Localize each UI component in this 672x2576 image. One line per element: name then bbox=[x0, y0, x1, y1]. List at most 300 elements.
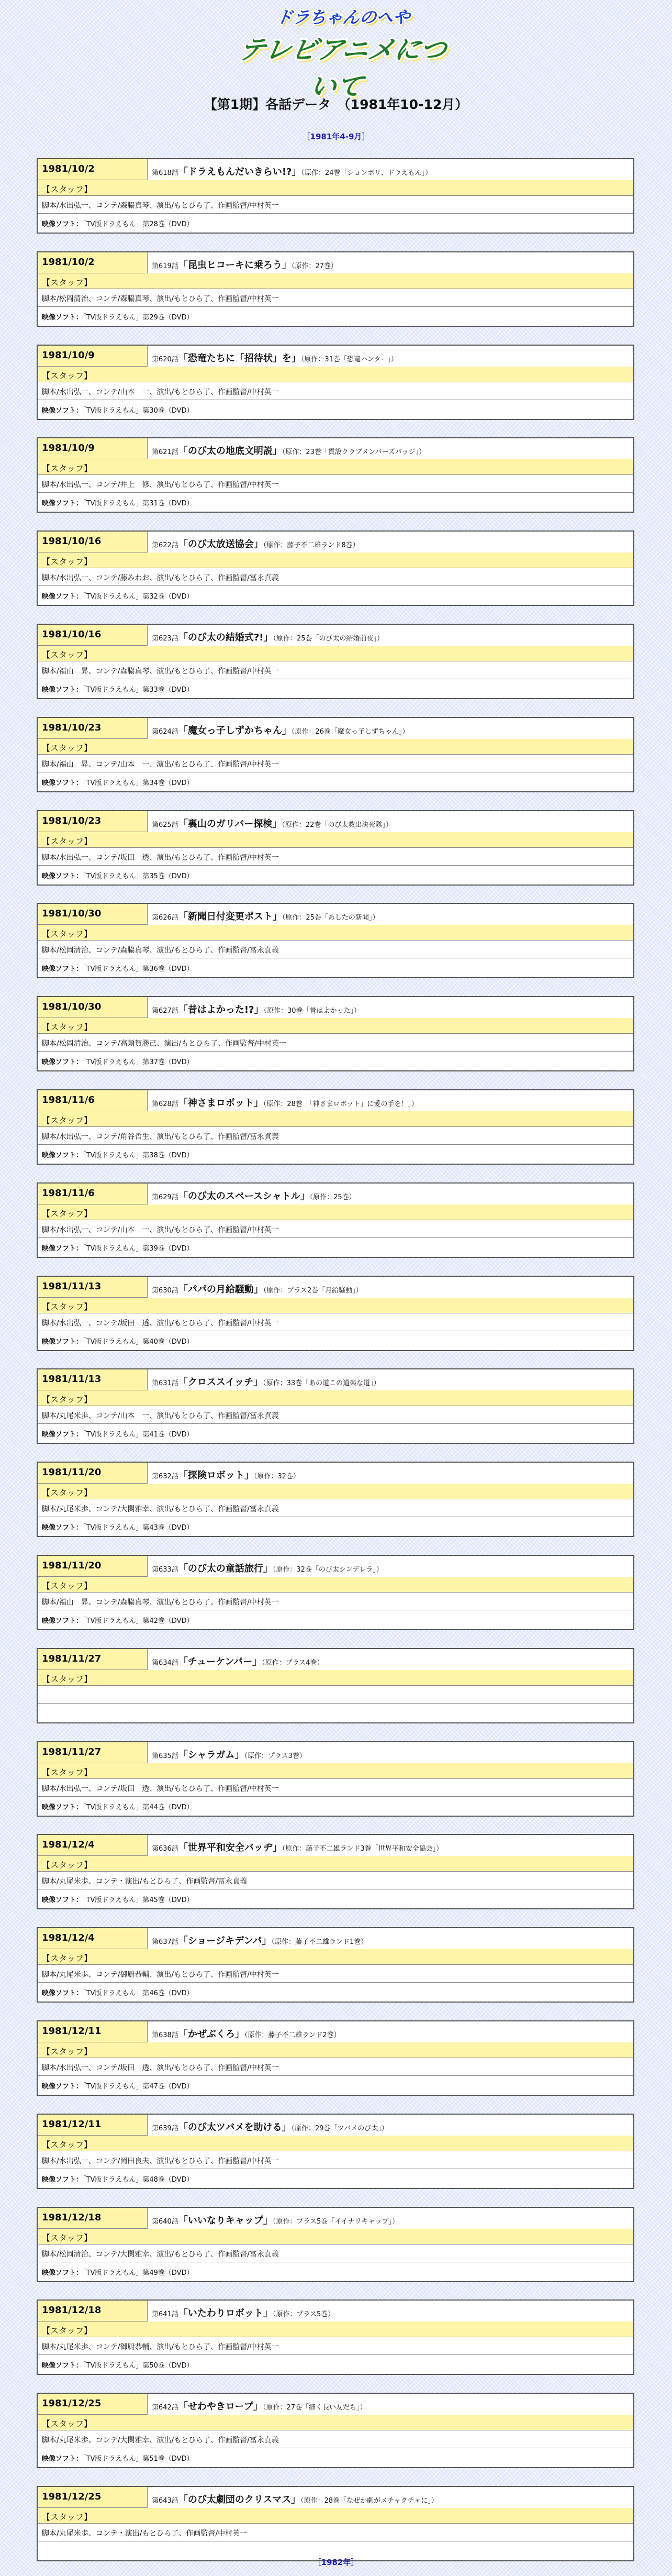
episode-header-row bbox=[38, 2021, 633, 2042]
video-software-row bbox=[38, 866, 633, 885]
staff-heading: 【スタッフ】 bbox=[38, 1856, 633, 1872]
episode-original-source: （原作：30巻「昔はよかった」） bbox=[263, 1007, 361, 1015]
episode-number: 第631話 bbox=[152, 1379, 178, 1387]
episode-date: 1981/10/9 bbox=[38, 438, 148, 459]
video-release: 「TV版ドラえもん」第37巻（DVD） bbox=[83, 1058, 194, 1066]
episode-title-line bbox=[152, 1189, 628, 1203]
episode-date: 1981/12/4 bbox=[38, 1928, 148, 1949]
staff-heading: 【スタッフ】 bbox=[38, 2229, 633, 2245]
video-label: 映像ソフト： bbox=[42, 1338, 83, 1346]
site-header bbox=[0, 0, 672, 102]
prev-period-link[interactable]: ［1981年4-9月］ bbox=[302, 132, 370, 141]
video-label: 映像ソフト： bbox=[42, 1804, 83, 1811]
video-software-row bbox=[38, 1238, 633, 1257]
staff-heading: 【スタッフ】 bbox=[38, 1577, 633, 1593]
episode-header-row bbox=[38, 2208, 633, 2229]
episode-title-line bbox=[152, 723, 628, 738]
episode-title: 「のび太放送協会」 bbox=[178, 539, 263, 550]
staff-heading: 【スタッフ】 bbox=[38, 2508, 633, 2524]
episode-original-source: （原作：藤子不二雄ランド2巻） bbox=[244, 2031, 341, 2039]
video-release: 「TV版ドラえもん」第41巻（DVD） bbox=[83, 1431, 194, 1439]
episode-title-line bbox=[152, 1468, 628, 1483]
episode-date: 1981/12/11 bbox=[38, 2021, 148, 2042]
episode-title: 「クロススイッチ」 bbox=[178, 1377, 263, 1388]
episode-title-line bbox=[152, 2399, 628, 2414]
episode-title: 「ショージキデンパ」 bbox=[178, 1936, 272, 1947]
episode-number: 第633話 bbox=[152, 1566, 178, 1574]
staff-heading: 【スタッフ】 bbox=[38, 2042, 633, 2058]
video-release: 「TV版ドラえもん」第31巻（DVD） bbox=[83, 500, 194, 507]
video-label: 映像ソフト： bbox=[42, 500, 83, 507]
episode-date: 1981/10/23 bbox=[38, 718, 148, 739]
episode-date: 1981/11/6 bbox=[38, 1090, 148, 1111]
episode-title: 「探険ロボット」 bbox=[178, 1470, 254, 1481]
episode-number: 第618話 bbox=[152, 169, 178, 177]
video-release: 「TV版ドラえもん」第49巻（DVD） bbox=[83, 2269, 194, 2277]
video-software-row bbox=[38, 307, 633, 326]
staff-credits: 脚本/水出弘一、コンテ/坂田 透、演出/もとひら了、作画監督/中村英一 bbox=[38, 1779, 633, 1797]
video-software-row bbox=[38, 1610, 633, 1629]
video-release: 「TV版ドラえもん」第45巻（DVD） bbox=[83, 1896, 194, 1904]
episode-card bbox=[37, 2393, 634, 2468]
episode-title-line bbox=[152, 164, 628, 179]
episode-header-row bbox=[38, 1649, 633, 1670]
staff-credits: 脚本/松岡清治、コンテ/森脇真琴、演出/もとひら了、作画監督/冨永貞義 bbox=[38, 941, 633, 958]
episode-card bbox=[37, 158, 634, 234]
episode-number: 第620話 bbox=[152, 356, 178, 363]
episode-card bbox=[37, 1927, 634, 2003]
episode-card bbox=[37, 624, 634, 699]
episode-title-line bbox=[152, 1840, 628, 1855]
site-logo-line2[interactable]: テレビアニメについて bbox=[237, 35, 449, 102]
episode-date: 1981/12/25 bbox=[38, 2487, 148, 2508]
episode-card bbox=[37, 810, 634, 886]
episode-title: 「いいなりキャップ」 bbox=[178, 2215, 273, 2226]
video-software-row bbox=[38, 2169, 633, 2188]
episode-header-row bbox=[38, 904, 633, 925]
staff-heading: 【スタッフ】 bbox=[38, 1204, 633, 1220]
episode-card bbox=[37, 1182, 634, 1258]
episode-number: 第627話 bbox=[152, 1007, 178, 1015]
episode-title-line bbox=[152, 1375, 628, 1389]
episode-title-line bbox=[152, 2027, 628, 2041]
episode-card bbox=[37, 345, 634, 420]
episode-header-row bbox=[38, 1835, 633, 1856]
episode-title: 「のび太の童話旅行」 bbox=[178, 1563, 273, 1574]
episode-header-row bbox=[38, 997, 633, 1018]
video-software-row bbox=[38, 2355, 633, 2374]
episode-title: 「恐竜たちに「招待状」を」 bbox=[178, 353, 301, 364]
staff-heading: 【スタッフ】 bbox=[38, 1949, 633, 1965]
episode-title: 「かぜぶくろ」 bbox=[178, 2029, 244, 2040]
staff-credits: 脚本/水出弘一、コンテ/山本 一、演出/もとひら了、作画監督/中村英一 bbox=[38, 1220, 633, 1238]
video-release: 「TV版ドラえもん」第47巻（DVD） bbox=[83, 2083, 194, 2091]
episode-header-row bbox=[38, 1928, 633, 1949]
video-release: 「TV版ドラえもん」第42巻（DVD） bbox=[83, 1617, 194, 1625]
video-release: 「TV版ドラえもん」第46巻（DVD） bbox=[83, 1989, 194, 1997]
staff-credits: 脚本/丸尾米歩、コンテ・演出/もとひら了、作画監督/中村英一 bbox=[38, 2524, 633, 2541]
episode-card bbox=[37, 1834, 634, 1909]
staff-heading: 【スタッフ】 bbox=[38, 832, 633, 848]
episode-title: 「のび太のスペースシャトル」 bbox=[178, 1191, 310, 1202]
episode-date: 1981/11/13 bbox=[38, 1369, 148, 1390]
episode-date: 1981/10/9 bbox=[38, 346, 148, 367]
video-label: 映像ソフト： bbox=[42, 1989, 83, 1997]
episode-card bbox=[37, 1089, 634, 1165]
episode-original-source: （原作：31巻「恐竜ハンター」） bbox=[300, 356, 398, 363]
episode-title-line bbox=[152, 1561, 628, 1576]
episode-original-source: （原作：28巻「なぜか劇がメチャクチャに」） bbox=[300, 2497, 438, 2505]
video-label: 映像ソフト： bbox=[42, 2176, 83, 2184]
episode-number: 第628話 bbox=[152, 1100, 178, 1108]
video-label: 映像ソフト： bbox=[42, 1058, 83, 1066]
episode-card bbox=[37, 251, 634, 327]
video-label: 映像ソフト： bbox=[42, 2362, 83, 2370]
episode-number: 第637話 bbox=[152, 1938, 178, 1946]
video-label: 映像ソフト： bbox=[42, 872, 83, 880]
episode-title-line bbox=[152, 258, 628, 272]
video-release: 「TV版ドラえもん」第35巻（DVD） bbox=[83, 872, 194, 880]
episode-card bbox=[37, 2299, 634, 2375]
staff-heading: 【スタッフ】 bbox=[38, 2321, 633, 2337]
video-release: 「TV版ドラえもん」第30巻（DVD） bbox=[83, 407, 194, 415]
episode-title-line bbox=[152, 630, 628, 645]
episode-number: 第619話 bbox=[152, 262, 178, 270]
video-release: 「TV版ドラえもん」第34巻（DVD） bbox=[83, 779, 194, 787]
episode-header-row bbox=[38, 1463, 633, 1484]
video-label: 映像ソフト： bbox=[42, 1152, 83, 1159]
episode-number: 第640話 bbox=[152, 2218, 178, 2226]
episode-number: 第635話 bbox=[152, 1752, 178, 1760]
episode-title-line bbox=[152, 537, 628, 551]
episode-card bbox=[37, 2486, 634, 2561]
staff-credits: 脚本/丸尾米歩、コンテ・演出/もとひら了、作画監督/冨永貞義 bbox=[38, 1872, 633, 1889]
episode-number: 第629話 bbox=[152, 1193, 178, 1201]
staff-credits: 脚本/松岡清治、コンテ/大関雅幸、演出/もとひら了、作画監督/冨永貞義 bbox=[38, 2245, 633, 2262]
episode-header-row bbox=[38, 1742, 633, 1763]
episode-title: 「昔はよかった!?」 bbox=[178, 1004, 264, 1015]
episode-date: 1981/11/20 bbox=[38, 1463, 148, 1484]
video-software-row bbox=[38, 1704, 633, 1722]
staff-heading: 【スタッフ】 bbox=[38, 646, 633, 661]
episode-header-row bbox=[38, 159, 633, 180]
staff-heading: 【スタッフ】 bbox=[38, 1111, 633, 1127]
video-label: 映像ソフト： bbox=[42, 1524, 83, 1532]
episode-title: 「魔女っ子しずかちゃん」 bbox=[178, 725, 292, 736]
staff-credits: 脚本/松岡清治、コンテ/高須賀勝己、演出/もとひら了、作画監督/中村英一 bbox=[38, 1034, 633, 1052]
staff-heading: 【スタッフ】 bbox=[38, 367, 633, 382]
episode-header-row bbox=[38, 2487, 633, 2508]
staff-credits: 脚本/丸尾米歩、コンテ/大関雅幸、演出/もとひら了、作画監督/冨永貞義 bbox=[38, 2430, 633, 2448]
episode-number: 第624話 bbox=[152, 728, 178, 736]
episode-title-line bbox=[152, 351, 628, 366]
episode-original-source: （原作：25巻「あしたの新聞」） bbox=[282, 914, 379, 922]
staff-heading: 【スタッフ】 bbox=[38, 552, 633, 568]
video-software-row bbox=[38, 1983, 633, 2002]
episode-title: 「のび太の地底文明説」 bbox=[178, 446, 282, 457]
episode-number: 第626話 bbox=[152, 914, 178, 922]
video-label: 映像ソフト： bbox=[42, 593, 83, 601]
episode-header-row bbox=[38, 1556, 633, 1577]
video-release: 「TV版ドラえもん」第50巻（DVD） bbox=[83, 2362, 194, 2370]
episode-title-line bbox=[152, 1654, 628, 1669]
episode-date: 1981/11/6 bbox=[38, 1184, 148, 1204]
episode-title-line bbox=[152, 1096, 628, 1110]
episode-header-row bbox=[38, 625, 633, 646]
episode-header-row bbox=[38, 532, 633, 552]
video-label: 映像ソフト： bbox=[42, 1896, 83, 1904]
staff-credits: 脚本/水出弘一、コンテ/角谷哲生、演出/もとひら了、作画監督/冨永貞義 bbox=[38, 1127, 633, 1145]
video-release: 「TV版ドラえもん」第33巻（DVD） bbox=[83, 686, 194, 694]
episode-date: 1981/10/23 bbox=[38, 811, 148, 832]
staff-credits: 脚本/丸尾米歩、コンテ/大関雅幸、演出/もとひら了、作画監督/冨永貞義 bbox=[38, 1499, 633, 1517]
page-title: 【第1期】各話データ （1981年10-12月） bbox=[204, 97, 468, 112]
episode-card bbox=[37, 530, 634, 606]
staff-credits: 脚本/福山 昇、コンテ/森脇真琴、演出/もとひら了、作画監督/中村英一 bbox=[38, 1593, 633, 1610]
staff-heading: 【スタッフ】 bbox=[38, 2136, 633, 2151]
staff-heading: 【スタッフ】 bbox=[38, 1298, 633, 1313]
episode-original-source: （原作：32巻） bbox=[253, 1473, 300, 1480]
video-release: 「TV版ドラえもん」第40巻（DVD） bbox=[83, 1338, 194, 1346]
episode-original-source: （原作：32巻「のび太シンデレラ」） bbox=[272, 1566, 383, 1574]
episode-date: 1981/10/16 bbox=[38, 625, 148, 646]
staff-credits: 脚本/水出弘一、コンテ/坂田 透、演出/もとひら了、作画監督/中村英一 bbox=[38, 1313, 633, 1331]
episode-date: 1981/11/27 bbox=[38, 1649, 148, 1670]
staff-credits: 脚本/松岡清治、コンテ/森脇真琴、演出/もとひら了、作画監督/中村英一 bbox=[38, 289, 633, 307]
episode-card bbox=[37, 2207, 634, 2282]
episode-title-line bbox=[152, 1748, 628, 1762]
episode-number: 第641話 bbox=[152, 2310, 178, 2318]
episode-card bbox=[37, 903, 634, 978]
episode-date: 1981/10/30 bbox=[38, 904, 148, 925]
episode-title: 「チューケンパー」 bbox=[178, 1656, 262, 1667]
video-release: 「TV版ドラえもん」第28巻（DVD） bbox=[83, 220, 194, 228]
episode-title: 「のび太劇団のクリスマス」 bbox=[178, 2494, 301, 2505]
episode-header-row bbox=[38, 2394, 633, 2415]
episode-card bbox=[37, 2020, 634, 2096]
video-software-row bbox=[38, 493, 633, 512]
episode-card bbox=[37, 1368, 634, 1444]
video-label: 映像ソフト： bbox=[42, 2269, 83, 2277]
episode-date: 1981/12/4 bbox=[38, 1835, 148, 1856]
episode-date: 1981/12/11 bbox=[38, 2115, 148, 2136]
episode-original-source: （原作：プラス4巻） bbox=[262, 1659, 324, 1667]
video-release: 「TV版ドラえもん」第39巻（DVD） bbox=[83, 1245, 194, 1253]
next-period-link[interactable]: ［1982年］ bbox=[313, 2558, 359, 2567]
episode-title: 「シャラガム」 bbox=[178, 1750, 244, 1761]
staff-heading: 【スタッフ】 bbox=[38, 1670, 633, 1686]
episode-title-line bbox=[152, 1933, 628, 1948]
video-release: 「TV版ドラえもん」第51巻（DVD） bbox=[83, 2455, 194, 2463]
video-software-row bbox=[38, 1889, 633, 1908]
episode-title-line bbox=[152, 1282, 628, 1297]
site-logo-line1[interactable]: ドラちゃんのへや bbox=[274, 7, 411, 27]
episode-original-source: （原作：25巻） bbox=[309, 1193, 356, 1201]
episode-title-line bbox=[152, 2492, 628, 2507]
staff-heading: 【スタッフ】 bbox=[38, 180, 633, 196]
video-software-row bbox=[38, 772, 633, 791]
video-software-row bbox=[38, 1517, 633, 1536]
staff-heading: 【スタッフ】 bbox=[38, 1390, 633, 1406]
episode-original-source: （原作：プラス2巻「月給騒動」） bbox=[263, 1287, 363, 1295]
video-release: 「TV版ドラえもん」第38巻（DVD） bbox=[83, 1152, 194, 1159]
episode-card bbox=[37, 717, 634, 792]
episode-title-line bbox=[152, 1002, 628, 1017]
episode-number: 第643話 bbox=[152, 2497, 178, 2505]
episode-date: 1981/10/2 bbox=[38, 159, 148, 180]
staff-credits: 脚本/福山 昇、コンテ/森脇真琴、演出/もとひら了、作画監督/中村英一 bbox=[38, 661, 633, 679]
episode-original-source: （原作：24巻「ションボリ、ドラえもん」） bbox=[301, 169, 432, 177]
episode-card bbox=[37, 1741, 634, 1817]
episode-card bbox=[37, 1648, 634, 1723]
episode-original-source: （原作：22巻「のび太救出決死隊」） bbox=[282, 821, 393, 829]
episode-header-row bbox=[38, 1090, 633, 1111]
video-label: 映像ソフト： bbox=[42, 2455, 83, 2463]
video-label: 映像ソフト： bbox=[42, 2083, 83, 2091]
video-label: 映像ソフト： bbox=[42, 407, 83, 415]
video-software-row bbox=[38, 214, 633, 233]
video-release: 「TV版ドラえもん」第36巻（DVD） bbox=[83, 965, 194, 973]
episode-original-source: （原作：藤子不二雄ランド1巻） bbox=[271, 1938, 368, 1946]
episode-original-source: （原作：プラス3巻） bbox=[244, 1752, 306, 1760]
episode-header-row bbox=[38, 811, 633, 832]
episode-original-source: （原作：プラス5巻） bbox=[272, 2310, 335, 2318]
video-release: 「TV版ドラえもん」第43巻（DVD） bbox=[83, 1524, 194, 1532]
episode-header-row bbox=[38, 438, 633, 459]
episode-title-line bbox=[152, 2306, 628, 2320]
episode-title: 「ドラえもんだいきらい!?」 bbox=[178, 167, 301, 178]
staff-heading: 【スタッフ】 bbox=[38, 1763, 633, 1779]
staff-credits: 脚本/水出弘一、コンテ/坂田 透、演出/もとひら了、作画監督/中村英一 bbox=[38, 848, 633, 866]
episode-original-source: （原作：23巻「貫設クラブメンバーズバッジ」） bbox=[282, 448, 426, 456]
episode-number: 第639話 bbox=[152, 2125, 178, 2132]
video-software-row bbox=[38, 400, 633, 419]
staff-heading: 【スタッフ】 bbox=[38, 739, 633, 755]
video-release: 「TV版ドラえもん」第48巻（DVD） bbox=[83, 2176, 194, 2184]
video-software-row bbox=[38, 586, 633, 605]
episode-date: 1981/12/18 bbox=[38, 2208, 148, 2229]
episode-date: 1981/10/2 bbox=[38, 252, 148, 273]
video-software-row bbox=[38, 1052, 633, 1070]
episode-number: 第625話 bbox=[152, 821, 178, 829]
video-software-row bbox=[38, 679, 633, 698]
episode-number: 第630話 bbox=[152, 1287, 178, 1295]
staff-credits: 脚本/丸尾米歩、コンテ/山本 一、演出/もとひら了、作画監督/冨永貞義 bbox=[38, 1406, 633, 1424]
episode-original-source: （原作：26巻「魔女っ子しずちゃん」） bbox=[291, 728, 409, 736]
episode-title: 「新聞日付変更ポスト」 bbox=[178, 911, 282, 922]
episode-date: 1981/12/25 bbox=[38, 2394, 148, 2415]
video-release: 「TV版ドラえもん」第32巻（DVD） bbox=[83, 593, 194, 601]
episode-header-row bbox=[38, 718, 633, 739]
episode-original-source: （原作：藤子不二雄ランド8巻） bbox=[263, 541, 360, 549]
video-label: 映像ソフト： bbox=[42, 314, 83, 322]
episode-number: 第621話 bbox=[152, 448, 178, 456]
episode-title: 「のび太の結婚式?!」 bbox=[178, 632, 273, 643]
video-software-row bbox=[38, 2448, 633, 2467]
video-software-row bbox=[38, 1797, 633, 1816]
episode-title-line bbox=[152, 816, 628, 831]
episode-title-line bbox=[152, 2213, 628, 2228]
episode-title: 「裏山のガリバー探検」 bbox=[178, 819, 282, 830]
episode-original-source: （原作：プラス5巻「イイナリキャップ」） bbox=[272, 2218, 399, 2226]
episode-original-source: （原作：29巻「ツバメのび太」） bbox=[291, 2125, 388, 2132]
video-release: 「TV版ドラえもん」第44巻（DVD） bbox=[83, 1804, 194, 1811]
staff-credits: 脚本/福山 昇、コンテ/山本 一、演出/もとひら了、作画監督/中村英一 bbox=[38, 755, 633, 772]
video-software-row bbox=[38, 1145, 633, 1164]
episode-title: 「いたわりロボット」 bbox=[178, 2308, 273, 2319]
episode-number: 第634話 bbox=[152, 1659, 178, 1667]
episode-title: 「のび太ツバメを助ける」 bbox=[178, 2122, 292, 2133]
episode-header-row bbox=[38, 2115, 633, 2136]
video-release: 「TV版ドラえもん」第29巻（DVD） bbox=[83, 314, 194, 322]
video-software-row bbox=[38, 2076, 633, 2095]
episode-title-line bbox=[152, 909, 628, 924]
video-label: 映像ソフト： bbox=[42, 220, 83, 228]
staff-credits: 脚本/水出弘一、コンテ/森脇真琴、演出/もとひら了、作画監督/中村英一 bbox=[38, 196, 633, 214]
episode-header-row bbox=[38, 1184, 633, 1204]
episode-original-source: （原作：27巻「細く長い友だち」） bbox=[262, 2404, 367, 2412]
episode-header-row bbox=[38, 346, 633, 367]
episode-header-row bbox=[38, 1277, 633, 1298]
episode-original-source: （原作：25巻「のび太の結婚前夜」） bbox=[273, 635, 384, 643]
staff-heading: 【スタッフ】 bbox=[38, 1484, 633, 1499]
episode-header-row bbox=[38, 252, 633, 273]
episode-title: 「世界平和安全バッヂ」 bbox=[178, 1842, 282, 1853]
episode-date: 1981/12/18 bbox=[38, 2301, 148, 2321]
staff-credits: 脚本/丸尾米歩、コンテ/御厨恭輔、演出/もとひら了、作画監督/中村英一 bbox=[38, 1965, 633, 1983]
episode-date: 1981/11/27 bbox=[38, 1742, 148, 1763]
staff-credits: 脚本/水出弘一、コンテ/山本 一、演出/もとひら了、作画監督/中村英一 bbox=[38, 382, 633, 400]
episode-original-source: （原作：27巻） bbox=[291, 262, 338, 270]
staff-heading: 【スタッフ】 bbox=[38, 273, 633, 289]
staff-heading: 【スタッフ】 bbox=[38, 1018, 633, 1034]
staff-heading: 【スタッフ】 bbox=[38, 925, 633, 941]
episode-title: 「神さまロボット」 bbox=[178, 1098, 263, 1109]
staff-credits: 脚本/水出弘一、コンテ/岡田良夫、演出/もとひら了、作画監督/中村英一 bbox=[38, 2151, 633, 2169]
episode-header-row bbox=[38, 1369, 633, 1390]
episode-title-line bbox=[152, 444, 628, 458]
episode-date: 1981/11/13 bbox=[38, 1277, 148, 1298]
video-software-row bbox=[38, 1424, 633, 1443]
episode-number: 第623話 bbox=[152, 635, 178, 643]
staff-credits: 脚本/丸尾米歩、コンテ/御厨恭輔、演出/もとひら了、作画監督/中村英一 bbox=[38, 2337, 633, 2355]
video-label: 映像ソフト： bbox=[42, 1431, 83, 1439]
episode-original-source: （原作：28巻「「神さまロボット」に愛の手を！」） bbox=[263, 1100, 418, 1108]
episode-original-source: （原作：藤子不二雄ランド3巻「世界平和安全協会」） bbox=[282, 1845, 443, 1853]
staff-credits: 脚本/水出弘一、コンテ/井上 修、演出/もとひら了、作画監督/中村英一 bbox=[38, 475, 633, 493]
video-software-row bbox=[38, 1331, 633, 1350]
video-label: 映像ソフト： bbox=[42, 965, 83, 973]
video-label: 映像ソフト： bbox=[42, 1245, 83, 1253]
video-software-row bbox=[38, 958, 633, 977]
staff-credits: 脚本/水出弘一、コンテ/藤みわお、演出/もとひら了、作画監督/冨永貞義 bbox=[38, 568, 633, 586]
episode-card bbox=[37, 1276, 634, 1351]
episode-title: 「昆虫ヒコーキに乗ろう」 bbox=[178, 260, 292, 271]
episode-date: 1981/10/30 bbox=[38, 997, 148, 1018]
episode-original-source: （原作：33巻「あの道この道楽な道」） bbox=[263, 1379, 380, 1387]
episode-number: 第642話 bbox=[152, 2404, 178, 2412]
episode-number: 第622話 bbox=[152, 541, 178, 549]
episode-title: 「せわやきロープ」 bbox=[178, 2401, 263, 2412]
episode-number: 第636話 bbox=[152, 1845, 178, 1853]
video-software-row bbox=[38, 2262, 633, 2281]
episode-number: 第632話 bbox=[152, 1473, 178, 1480]
video-label: 映像ソフト： bbox=[42, 1617, 83, 1625]
staff-credits: 脚本/水出弘一、コンテ/坂田 透、演出/もとひら了、作画監督/中村英一 bbox=[38, 2058, 633, 2076]
video-label: 映像ソフト： bbox=[42, 779, 83, 787]
staff-heading: 【スタッフ】 bbox=[38, 2415, 633, 2430]
episode-card bbox=[37, 996, 634, 1071]
